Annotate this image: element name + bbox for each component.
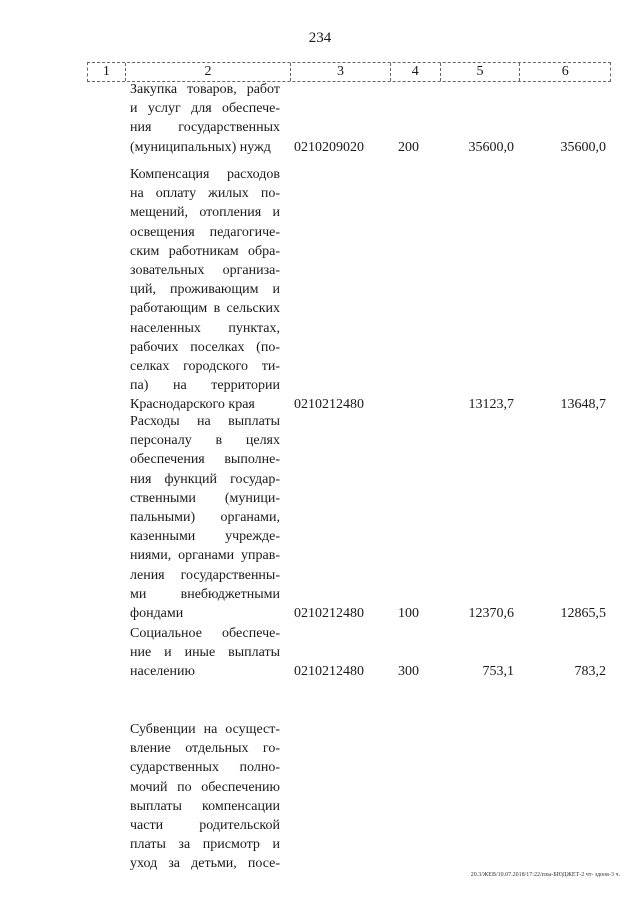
- description-line: и услуг для обеспече-: [130, 101, 280, 117]
- row-amount-2019: 753,1: [482, 664, 514, 680]
- description-line: Краснодарского края: [130, 397, 255, 413]
- description-line: ления государственны-: [130, 567, 280, 583]
- description-line: Компенсация расходов: [130, 167, 280, 182]
- description-line: ния государственных: [130, 120, 280, 136]
- description-line: мещений, отопления и: [130, 205, 280, 221]
- row-description: [130, 165, 280, 414]
- row-description: [130, 80, 280, 157]
- description-line: платы за присмотр и: [130, 837, 280, 853]
- row-amount-2019: 35600,0: [468, 139, 514, 155]
- description-line: казенными учрежде-: [130, 529, 280, 545]
- header-col-5: 5: [441, 63, 521, 81]
- page-number: 234: [308, 30, 332, 46]
- row-expense-type: 300: [398, 664, 419, 680]
- row-amount-2020: 783,2: [574, 664, 606, 680]
- description-line: ций, проживающим и: [130, 282, 280, 298]
- row-description: [130, 624, 280, 682]
- description-line: населению: [130, 664, 195, 680]
- description-line: мочий по обеспечению: [130, 779, 280, 795]
- header-col-2: 2: [126, 63, 291, 81]
- description-line: ми внебюджетными: [130, 586, 280, 602]
- description-line: персоналу в целях: [130, 433, 280, 449]
- description-line: на оплату жилых по-: [130, 186, 280, 202]
- description-line: части родительской: [130, 817, 280, 833]
- row-amount-2019: 12370,6: [468, 606, 514, 621]
- description-line: пальными) органами,: [130, 509, 280, 525]
- description-line: Социальное обеспече-: [130, 626, 280, 641]
- description-line: ским работникам обра-: [130, 243, 280, 259]
- description-line: освещения педагогиче-: [130, 224, 280, 240]
- description-line: работающим в сельских: [130, 301, 280, 317]
- description-line: рабочих поселках (по-: [130, 339, 280, 355]
- row-code: 0210212480: [294, 664, 364, 680]
- row-code: 0210209020: [294, 139, 364, 155]
- row-code: 0210212480: [294, 397, 364, 413]
- description-line: обеспечения выполне-: [130, 452, 280, 468]
- description-line: вление отдельных го-: [130, 741, 280, 757]
- description-line: сударственных полно-: [130, 760, 280, 776]
- header-col-6: 6: [561, 64, 569, 79]
- description-line: Расходы на выплаты: [130, 414, 280, 429]
- description-line: выплаты компенсации: [130, 798, 280, 814]
- description-line: населенных пунктах,: [130, 320, 280, 336]
- row-description: [130, 720, 280, 874]
- description-line: Закупка товаров, работ: [130, 82, 280, 97]
- description-line: уход за детьми, посе-: [130, 856, 280, 872]
- description-line: зовательных организа-: [130, 262, 280, 278]
- header-col-3: 3: [291, 63, 391, 81]
- description-line: ниями, органами управ-: [130, 548, 280, 564]
- description-line: фондами: [130, 605, 184, 621]
- description-line: ственными (муници-: [130, 490, 280, 506]
- description-line: па) на территории: [130, 378, 280, 394]
- header-col-4: 4: [391, 63, 441, 81]
- description-line: (муниципальных) нужд: [130, 139, 271, 155]
- description-line: Субвенции на осущест-: [130, 722, 280, 737]
- row-amount-2020: 13648,7: [560, 397, 606, 413]
- description-line: селках городского ти-: [130, 358, 280, 374]
- description-line: ние и иные выплаты: [130, 645, 280, 661]
- footer-stamp: 20.3/ЖЕВ/10.07.2018/17:22/пзы-БЮДЖЕТ-2 чт- здоов-3 ч.: [470, 872, 620, 878]
- row-code: 0210212480: [294, 606, 364, 621]
- table-header: [87, 62, 611, 82]
- row-description: [130, 412, 280, 623]
- row-amount-2020: 35600,0: [560, 139, 606, 155]
- row-amount-2019: 13123,7: [468, 397, 514, 413]
- row-expense-type: 100: [398, 606, 419, 621]
- row-amount-2020: 12865,5: [560, 606, 606, 621]
- description-line: ния функций государ-: [130, 471, 280, 487]
- header-col-1: 1: [88, 63, 126, 81]
- row-expense-type: 200: [398, 139, 419, 155]
